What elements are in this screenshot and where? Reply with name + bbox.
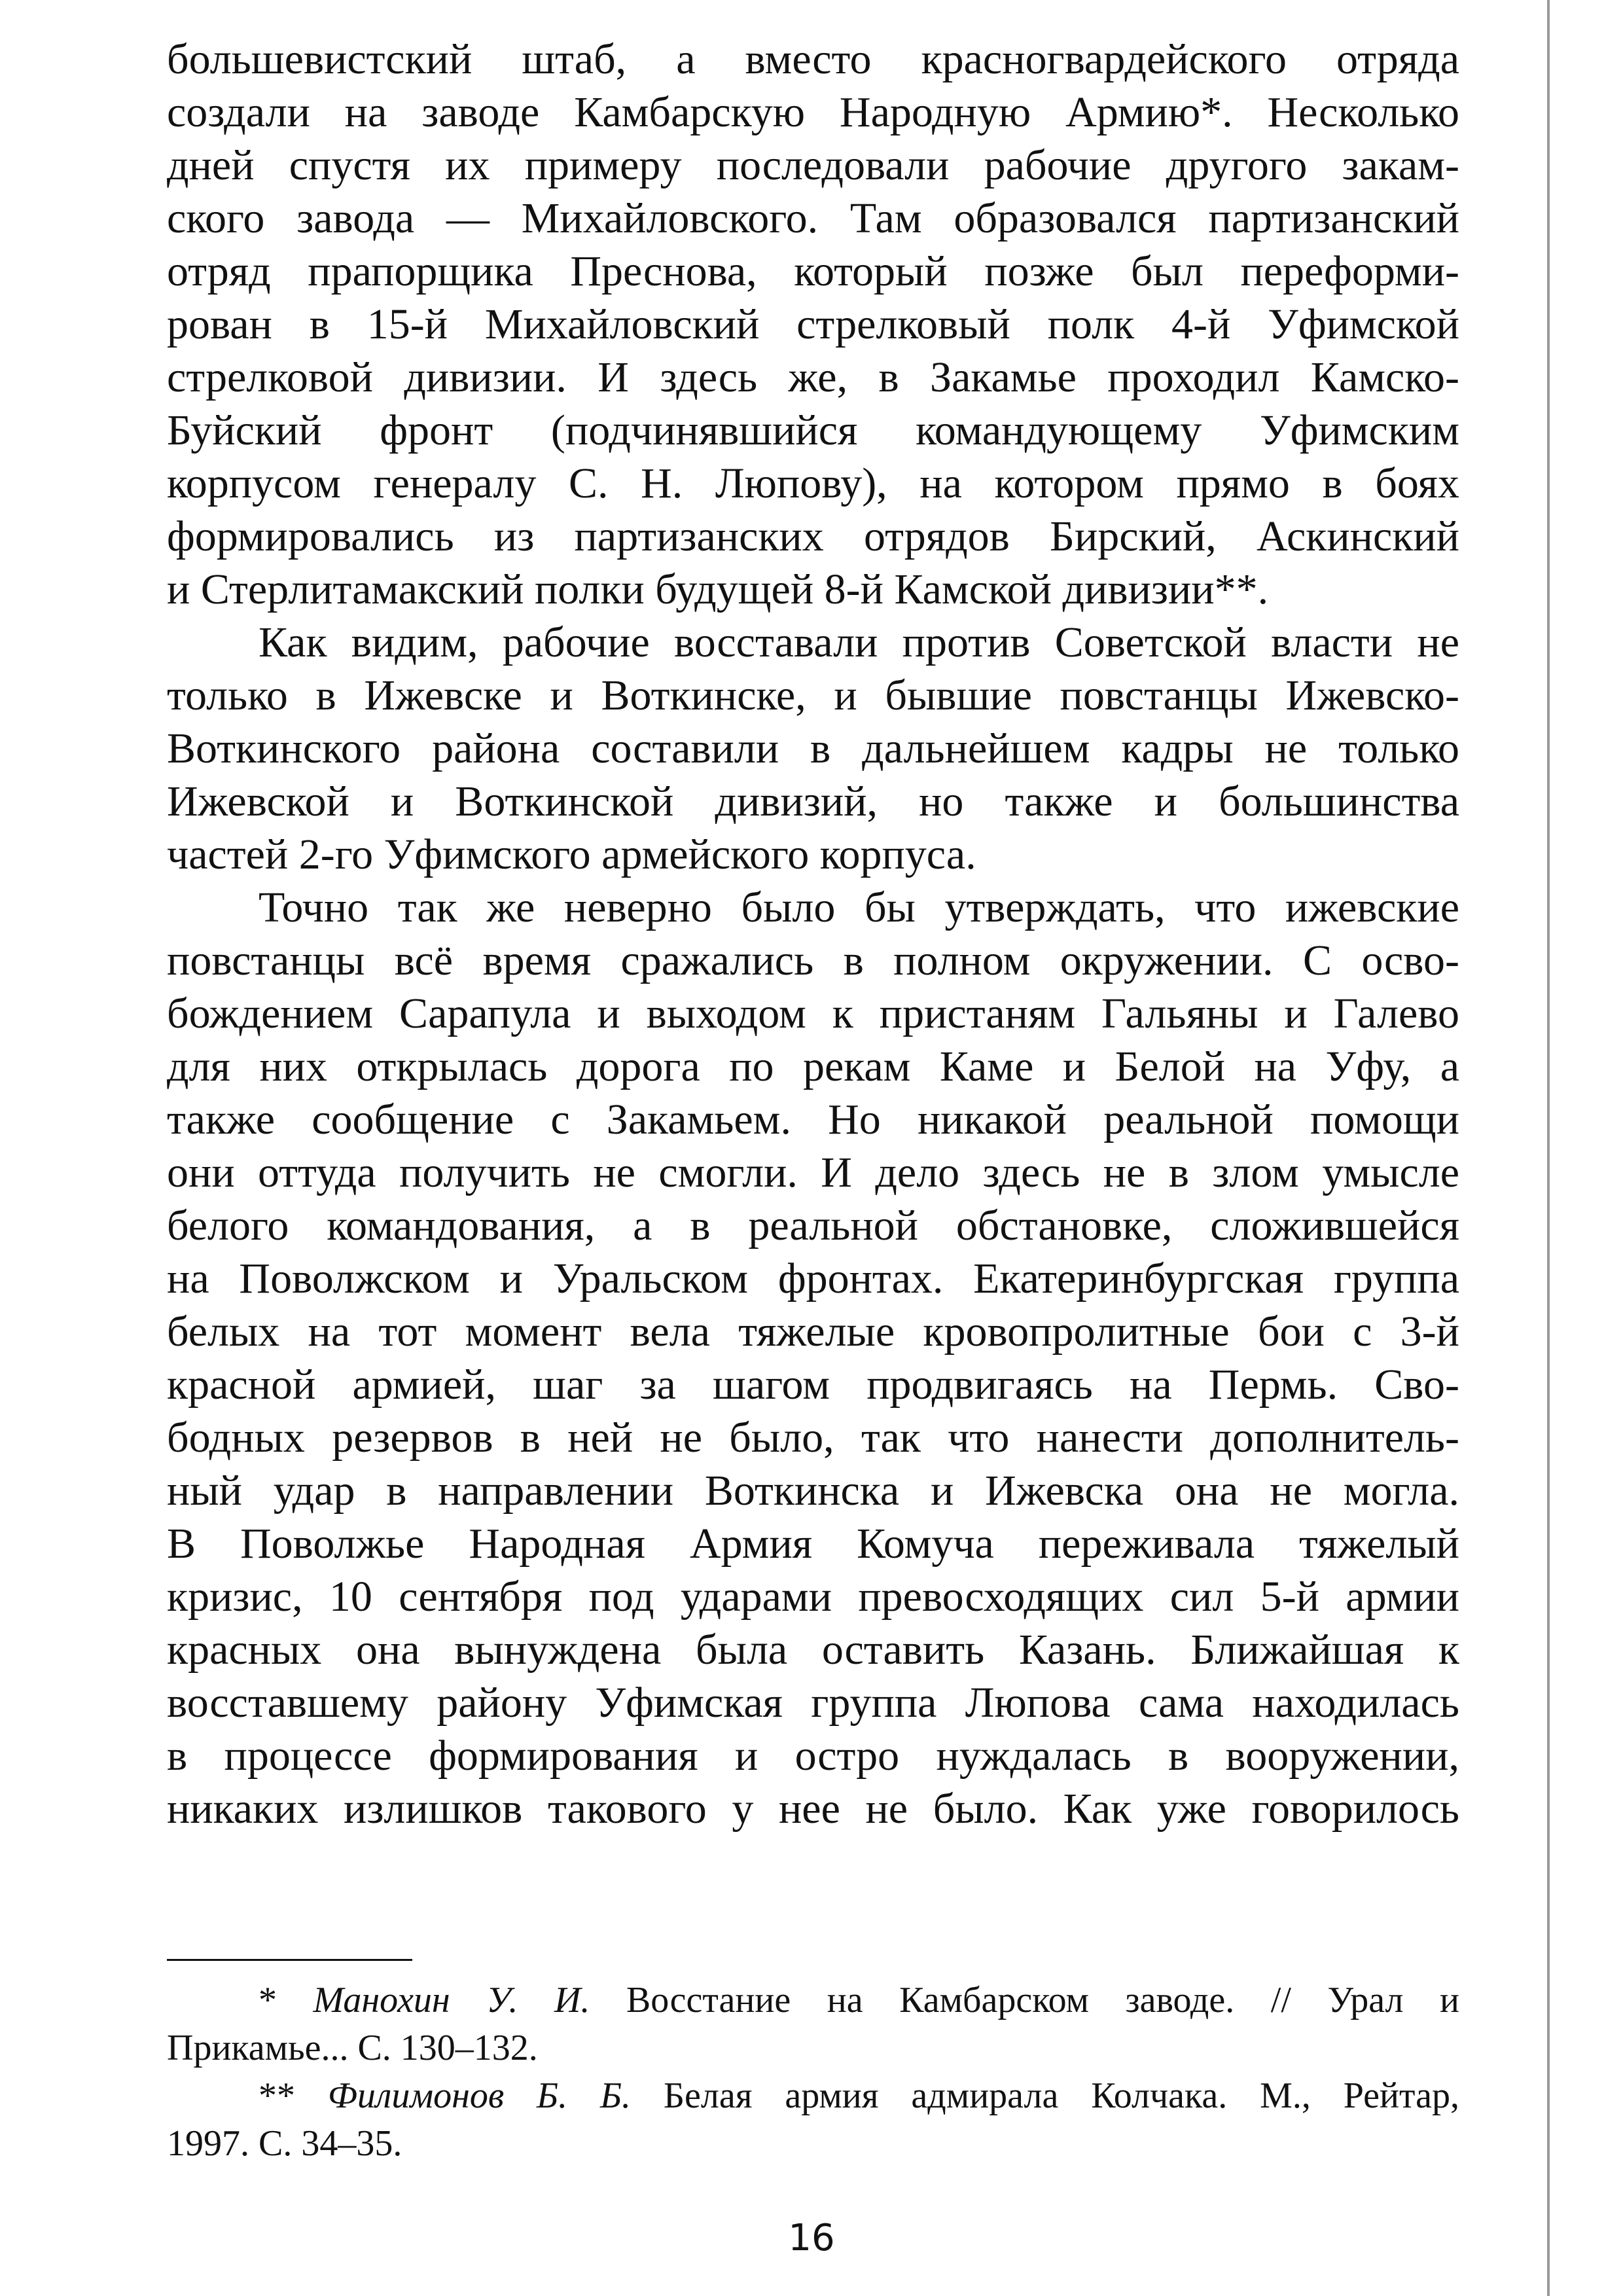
text-line: для них открылась дорога по рекам Каме и Белой на Уфу, а bbox=[167, 1043, 1459, 1090]
text-line: бождением Сарапула и выходом к пристаням Гальяны и Галево bbox=[167, 990, 1459, 1037]
paragraph-2 bbox=[167, 616, 1459, 881]
page-number: 16 bbox=[788, 2217, 835, 2259]
text-line: стрелковой дивизии. И здесь же, в Закамье проходил Камско- bbox=[167, 353, 1459, 401]
text-line: Ижевской и Воткинской дивизий, но также и большинства bbox=[167, 778, 1459, 825]
footnotes bbox=[167, 1977, 1459, 2168]
text-line: на Поволжском и Уральском фронтах. Екатеринбургская группа bbox=[167, 1255, 1459, 1302]
text-line: дней спустя их примеру последовали рабочие другого закам- bbox=[167, 141, 1459, 189]
text-line: также сообщение с Закамьем. Но никакой реальной помощи bbox=[167, 1096, 1459, 1143]
footnote-separator bbox=[167, 1959, 412, 1961]
footnote-2 bbox=[167, 2072, 1459, 2168]
text-line: никаких излишков такового у нее не было. Как уже говорилось bbox=[167, 1785, 1459, 1833]
paragraph-1 bbox=[167, 33, 1459, 616]
text-line: восставшему району Уфимская группа Люпова сама находилась bbox=[167, 1679, 1459, 1727]
text-line: бодных резервов в ней не было, так что нанести дополнитель- bbox=[167, 1414, 1459, 1462]
text-line: и Стерлитамакский полки будущей 8-й Камской дивизии**. bbox=[167, 565, 1269, 613]
text-line: Воткинского района составили в дальнейшем кадры не только bbox=[167, 725, 1459, 772]
page-edge-line bbox=[1547, 0, 1550, 2296]
text-line: ный удар в направлении Воткинска и Ижевска она не могла. bbox=[167, 1467, 1459, 1515]
footnote-author: Филимонов Б. Б. bbox=[327, 2075, 632, 2116]
footnote-marker: * bbox=[259, 1980, 313, 2020]
footnote-line: Прикамье... С. 130–132. bbox=[167, 2028, 538, 2068]
text-line: большевистский штаб, а вместо красногвардейского отряда bbox=[167, 35, 1459, 83]
text-line: они оттуда получить не смогли. И дело здесь не в злом умысле bbox=[167, 1149, 1459, 1196]
footnote-line bbox=[167, 2072, 1459, 2120]
text-line: корпусом генералу С. Н. Люпову), на котором прямо в боях bbox=[167, 459, 1459, 507]
text-line: Как видим, рабочие восставали против Советской власти не bbox=[259, 619, 1459, 666]
footnote-text: Белая армия адмирала Колчака. М., Рейтар, bbox=[631, 2075, 1460, 2116]
text-line: отряд прапорщика Преснова, который позже был переформи- bbox=[167, 247, 1459, 295]
footnote-marker: ** bbox=[259, 2075, 328, 2116]
text-line: создали на заводе Камбарскую Народную Армию*. Несколько bbox=[167, 88, 1459, 136]
text-line: только в Ижевске и Воткинске, и бывшие повстанцы Ижевско- bbox=[167, 672, 1459, 719]
text-line: частей 2-го Уфимского армейского корпуса. bbox=[167, 831, 976, 878]
text-line: красной армией, шаг за шагом продвигаясь на Пермь. Сво- bbox=[167, 1361, 1459, 1408]
footnote-author: Манохин У. И. bbox=[313, 1980, 590, 2020]
footnote-line bbox=[167, 1977, 1459, 2024]
text-line: кризис, 10 сентября под ударами превосходящих сил 5-й армии bbox=[167, 1573, 1459, 1621]
text-line: повстанцы всё время сражались в полном окружении. С осво- bbox=[167, 937, 1459, 984]
body-text bbox=[167, 33, 1459, 1835]
text-line: рован в 15-й Михайловский стрелковый полк 4-й Уфимской bbox=[167, 300, 1459, 348]
text-line: Буйский фронт (подчинявшийся командующему Уфимским bbox=[167, 406, 1459, 454]
footnote-1 bbox=[167, 1977, 1459, 2072]
text-line: ского завода — Михайловского. Там образовался партизанский bbox=[167, 194, 1459, 242]
text-line: Точно так же неверно было бы утверждать, что ижевские bbox=[259, 884, 1459, 931]
text-line: в процессе формирования и остро нуждалась в вооружении, bbox=[167, 1732, 1459, 1780]
text-line: белого командования, а в реальной обстановке, сложившейся bbox=[167, 1202, 1459, 1249]
footnote-text: Восстание на Камбарском заводе. // Урал и bbox=[590, 1980, 1460, 2020]
paragraph-3 bbox=[167, 881, 1459, 1835]
text-line: белых на тот момент вела тяжелые кровопролитные бои с 3-й bbox=[167, 1308, 1459, 1355]
text-line: красных она вынуждена была оставить Казань. Ближайшая к bbox=[167, 1626, 1459, 1674]
text-line: В Поволжье Народная Армия Комуча переживала тяжелый bbox=[167, 1520, 1459, 1568]
footnote-line: 1997. С. 34–35. bbox=[167, 2123, 402, 2164]
text-line: формировались из партизанских отрядов Бирский, Аскинский bbox=[167, 512, 1459, 560]
